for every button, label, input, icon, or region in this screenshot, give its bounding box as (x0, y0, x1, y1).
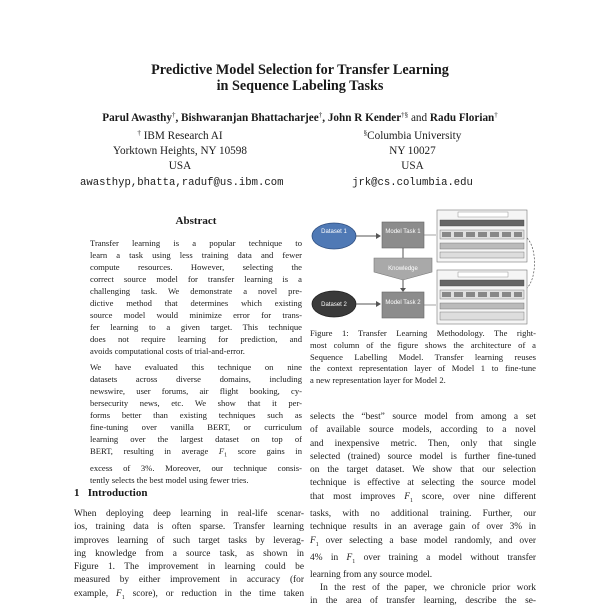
paper-title-line-1: Predictive Model Selection for Transfer Learning (151, 62, 449, 78)
abstract-heading: Abstract (175, 215, 217, 227)
text-line: ing knowledge from a source task, as shown in (74, 548, 304, 559)
text-line: and inexpensive metric. Then, only that single (310, 438, 536, 449)
text-line: Figure 1: Transfer Learning Methodology. The right- (310, 328, 536, 338)
text-line: We have evaluated this technique on nine (90, 362, 302, 372)
text-line: excess of 3%. Moreover, our technique consis- (90, 463, 302, 474)
math-subscript: 1 (315, 541, 319, 548)
math-symbol: F (218, 446, 225, 457)
text-line: improves learning of such target tasks by leverag- (74, 535, 304, 546)
section-title: Introduction (87, 487, 148, 499)
text-line: does not require learning for prediction, and (90, 334, 302, 345)
author-name: Parul Awasthy (102, 112, 172, 124)
affiliation-mark: § (363, 129, 368, 137)
math-subscript: 1 (121, 594, 125, 601)
text-line: the context representation layer of Model 1 to fine-tune (310, 363, 536, 374)
text-line: tently selects the best model using fewer tries. (90, 475, 249, 486)
knowledge-label: Knowledge (388, 266, 418, 272)
text-line: Sequence Labelling Model. Transfer learning reuses (310, 351, 536, 362)
math-symbol: F (346, 552, 353, 563)
text-line: ios, training data is often sparse. Transfer learning (74, 522, 304, 533)
author-email: awasthyp,bhatta,raduf@us.ibm.com (80, 177, 284, 189)
text-fragment: that most improves (310, 491, 396, 502)
text-line: tasks, with no additional training. Further, our (310, 508, 536, 519)
text-fragment: score), or reduction in the time taken (132, 588, 305, 599)
text-line: bersecurity news, etc. We show that it per- (90, 398, 302, 409)
text-line: In the rest of the paper, we chronicle prior work (320, 583, 536, 594)
figure-caption (310, 328, 536, 387)
text-line (90, 445, 302, 462)
math-symbol: F (115, 588, 122, 599)
text-fragment: BERT, resulting in average (90, 446, 209, 457)
affiliation-mark: † (494, 111, 498, 119)
text-line: newswire, user forums, air flight booking, cy- (90, 386, 302, 397)
figure-transfer-learning (308, 208, 538, 326)
text-line: source model would minimize error for trans- (90, 310, 302, 321)
text-line: technique is effective at selecting the source model (310, 478, 536, 489)
text-line: learn a task using less training data and fewer (90, 250, 302, 261)
text-line: When deploying deep learning in real-life scenar- (74, 509, 304, 519)
section-heading (74, 487, 147, 499)
model-task-1-label: Model Task 1 (385, 229, 421, 235)
text-line: compute resources. However, selecting the (90, 262, 302, 273)
affiliation-mark: † (171, 111, 176, 119)
text-line: learning from any source model. (310, 569, 433, 580)
institution-country: USA (168, 160, 192, 172)
author-name: Bishwaranjan Bhattacharjee (181, 112, 319, 124)
affiliation-mark: † (137, 129, 141, 137)
text-line: a new representation layer for Model 2. (310, 375, 446, 386)
intro-left-column (74, 508, 304, 605)
text-line: learning over the largest dataset on top of (90, 434, 302, 445)
text-line: in the area of transfer learning, describe the se- (310, 596, 536, 607)
text-line: measured by either improvement in accuracy (for (74, 575, 304, 586)
affiliation-mark: †§ (401, 111, 409, 119)
author-name: Radu Florian (429, 112, 495, 124)
text-fragment: score, over nine different (421, 491, 537, 502)
dataset-1-node (312, 223, 356, 249)
text-line: of available source models, according to a novel (310, 425, 536, 436)
math-symbol: F (310, 535, 316, 546)
dataset-2-label: Dataset 2 (321, 302, 347, 308)
author-list: Parul Awasthy†, Bishwaranjan Bhattacharjee†, John R Kender†§ and Radu Florian† (102, 111, 498, 124)
text-fragment: example, (74, 588, 109, 599)
text-line: avoids computational costs of trial-and-error. (90, 346, 245, 357)
math-subscript: 1 (409, 497, 413, 504)
text-line: fer learning to a given target. This technique (90, 322, 302, 333)
text-line: challenging task. We demonstrate a novel pre- (90, 286, 302, 297)
paper-title-line-2: in Sequence Labeling Tasks (216, 78, 384, 94)
affiliation-mark: † (318, 111, 323, 119)
section-number: 1 (74, 487, 80, 499)
author-conjunction: and (410, 112, 428, 124)
text-fragment: over selecting a base model randomly, and over (325, 535, 537, 546)
text-line (74, 588, 304, 605)
institution-address: Yorktown Heights, NY 10598 (113, 145, 247, 157)
text-line: technique results in an average gain of over 3% in (310, 522, 536, 533)
arrow-head (400, 288, 406, 292)
affiliation-ibm (80, 126, 284, 191)
institution-address: NY 10027 (389, 145, 436, 157)
abstract-paragraph-2 (90, 361, 302, 486)
intro-right-column (310, 411, 536, 609)
abstract-paragraph-1 (90, 237, 302, 357)
text-line (310, 491, 536, 508)
text-fragment: over training a model without transfer (363, 552, 537, 563)
sequence-model-architecture-2 (437, 270, 527, 324)
text-line: most column of the figure shows the architecture of a (310, 339, 536, 350)
text-fragment: score gains in (237, 446, 302, 457)
text-line (310, 535, 536, 552)
reuse-connector (527, 238, 535, 288)
text-line: datasets across diverse domains, including (90, 374, 302, 385)
model-task-2-label: Model Task 2 (385, 300, 421, 306)
text-line: selected (trained) source model is further fine-tuned (310, 451, 536, 462)
arrow-head (376, 301, 381, 307)
model-task-1-box (382, 222, 424, 248)
author-email: jrk@cs.columbia.edu (352, 177, 473, 189)
text-line (310, 552, 536, 569)
affiliation-columbia (330, 126, 495, 191)
institution-country: USA (401, 160, 424, 172)
text-line: selects the “best” source model from among a set (310, 412, 536, 422)
text-line: dictive method that determines which existing (90, 298, 302, 309)
text-line: Transfer learning is a popular technique to (90, 238, 302, 248)
math-symbol: F (404, 491, 410, 502)
text-fragment: 4% in (310, 552, 339, 563)
text-line: on the target dataset. We show that our selection (310, 465, 536, 476)
text-line: forms better than existing techniques such as (90, 410, 302, 421)
author-name: John R Kender (327, 112, 402, 124)
sequence-model-architecture-1 (437, 210, 527, 262)
math-subscript: 1 (224, 453, 228, 460)
text-line: fine-tuning over vanilla BERT, or curriculum (90, 422, 302, 433)
text-line: Figure 1. The improvement in learning could be (74, 562, 304, 573)
text-line: correct source model for transfer learning is a (90, 274, 302, 285)
arrow-head (376, 233, 381, 239)
institution-name: IBM Research AI (143, 130, 223, 142)
math-subscript: 1 (352, 558, 356, 565)
dataset-1-label: Dataset 1 (321, 229, 347, 235)
institution-name: Columbia University (367, 130, 462, 142)
